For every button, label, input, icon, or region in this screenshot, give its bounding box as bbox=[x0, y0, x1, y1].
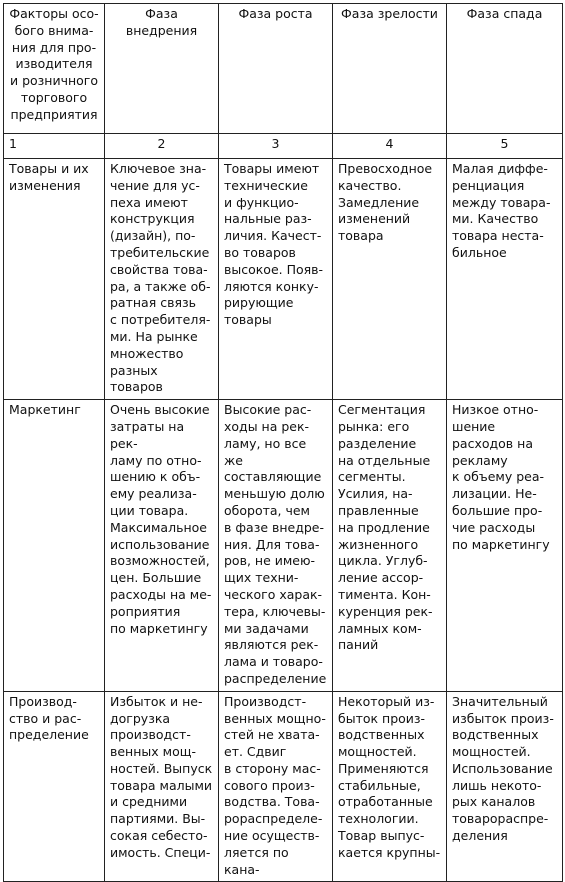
column-number: 2 bbox=[105, 134, 219, 159]
table-cell: Избыток и не- догрузка производст- венных мощ- ностей. Выпуск товара малыми и средними партиями. Вы- сокая себесто- имость. Специ- bbox=[105, 691, 219, 882]
column-number: 1 bbox=[4, 134, 105, 159]
table-cell: Производст- венных мощно- стей не хвата- ет. Сдвиг в сторону мас- сового произ- водства. Това- рораспределе- ние осуществ- ляется по кана- bbox=[219, 691, 333, 882]
table-row bbox=[4, 159, 563, 400]
table-cell: Высокие рас- ходы на рек- ламу, но все же составляющие меньшую долю оборота, чем в фазе внедре- ния. Для това- ров, не имею- щих техни- ческого харак- тера, ключевы- ми задачами являются рек- лама и товаро- распределение bbox=[219, 400, 333, 692]
table-cell: Превосходное качество. Замедление изменений товара bbox=[333, 159, 447, 400]
table-cell: Очень высокие затраты на рек- ламу по отно- шению к объ- ему реализа- ции товара. Максимальное использование возможностей, цен. Большие расходы на ме- роприятия по маркетингу bbox=[105, 400, 219, 692]
header-factors: Факторы осо- бого внима- ния для про- изводителя и розничного торгового предприятия bbox=[4, 4, 105, 134]
table-cell: Сегментация рынка: его разделение на отдельные сегменты. Усилия, на- правленные на продление жизненного цикла. Углуб- ление ассор- тимента. Кон- куренция рек- ламных ком- паний bbox=[333, 400, 447, 692]
header-maturity-phase: Фаза зрелости bbox=[333, 4, 447, 134]
column-number: 3 bbox=[219, 134, 333, 159]
header-growth-phase: Фаза роста bbox=[219, 4, 333, 134]
row-factor-label: Товары и их изменения bbox=[4, 159, 105, 400]
table-cell: Значительный избыток произ- водственных мощностей. Использование лишь некото- рых каналов товарораспре- деления bbox=[447, 691, 563, 882]
column-number-row bbox=[4, 134, 563, 159]
table-cell: Товары имеют технические и функцио- нальные раз- личия. Качест- во товаров высокое. Появ- ляются конку- рирующие товары bbox=[219, 159, 333, 400]
table-cell: Некоторый из- быток произ- водственных мощностей. Применяются стабильные, отработанные технологии. Товар выпус- кается крупны- bbox=[333, 691, 447, 882]
lifecycle-phases-table bbox=[3, 3, 563, 882]
header-decline-phase: Фаза спада bbox=[447, 4, 563, 134]
table-row bbox=[4, 691, 563, 882]
table-cell: Низкое отно- шение расходов на рекламу к объему реа- лизации. Не- большие про- чие расходы по маркетингу bbox=[447, 400, 563, 692]
header-introduction-phase: Фаза внедрения bbox=[105, 4, 219, 134]
row-factor-label: Маркетинг bbox=[4, 400, 105, 692]
table-row bbox=[4, 400, 563, 692]
table-header-row bbox=[4, 4, 563, 134]
column-number: 5 bbox=[447, 134, 563, 159]
row-factor-label: Производ- ство и рас- пределение bbox=[4, 691, 105, 882]
table-cell: Малая диффе- ренциация между товара- ми. Качество товара неста- бильное bbox=[447, 159, 563, 400]
table-cell: Ключевое зна- чение для ус- пеха имеют конструкция (дизайн), по- требительские свойства това- ра, а также об- ратная связь с потребителя- ми. На рынке множество разных товаров bbox=[105, 159, 219, 400]
column-number: 4 bbox=[333, 134, 447, 159]
